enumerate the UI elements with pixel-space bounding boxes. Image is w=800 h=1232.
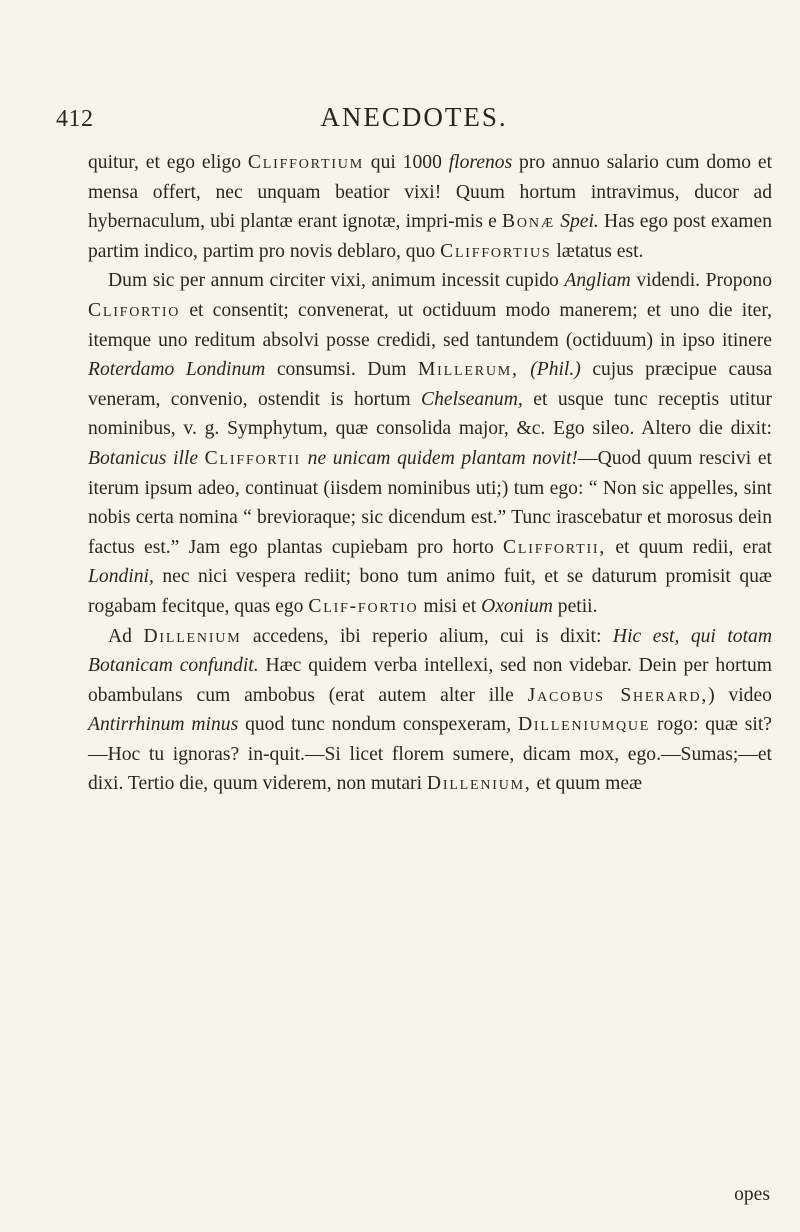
text-run: accedens, ibi reperio alium, cui is dixit: xyxy=(241,625,613,647)
text-run: Has ego post examen partim indico, partim pro novis deblaro, quo xyxy=(88,211,772,262)
italic-text: Roterdamo Londinum xyxy=(88,359,266,381)
text-run: rogo: quæ sit?—Hoc tu ignoras? in-quit.—Si licet florem sumere, dicam mox, ego.—Sumas;—et dixi. Tertio die, quum viderem, non mutari xyxy=(88,714,772,795)
text-run: cujus præcipue causa veneram, convenio, ostendit is hortum xyxy=(88,359,773,410)
text-run: et usque tunc receptis utitur nominibus, v. g. Symphytum, quæ consolida major, &c. Ego sileo. Altero die dixit: xyxy=(88,388,772,440)
small-caps-name: Clifortio xyxy=(88,299,181,321)
text-run: qui 1000 xyxy=(363,152,449,173)
text-run: et quum redii, erat xyxy=(606,536,772,558)
italic-text: Angliam xyxy=(564,270,631,292)
italic-text: Londini, xyxy=(88,566,154,588)
text-run xyxy=(301,448,308,469)
italic-text: Botanicus ille xyxy=(88,447,199,469)
small-caps-name: Jacobus Sherard, xyxy=(527,684,709,706)
paragraph xyxy=(88,266,772,621)
italic-text: (Phil.) xyxy=(530,359,581,381)
running-head: ANECDOTES. xyxy=(320,102,508,132)
page-header xyxy=(56,102,772,138)
text-run: ) video xyxy=(708,684,772,706)
text-run: quitur, et ego eligo xyxy=(88,152,248,173)
paragraph xyxy=(88,622,772,800)
text-run: petii. xyxy=(552,595,598,617)
text-run: et quum meæ xyxy=(531,773,643,795)
text-run: —Quod quum rescivi et iterum ipsum adeo, continuat (iisdem nominibus uti;) tum ego: “ Non sic appelles, sint nobis certa nomina “ brevioraque; sic dicendum est.” Tunc irascebatur et morosus dein factus est.” Jam ego plantas cupiebam pro horto xyxy=(88,447,772,558)
text-run xyxy=(519,359,531,380)
text-run: misi et xyxy=(418,595,482,617)
small-caps-name: Cliffortii xyxy=(204,447,302,469)
small-caps-name: Cliffortii, xyxy=(503,536,607,558)
page-number: 412 xyxy=(56,106,94,132)
small-caps-name: Millerum, xyxy=(417,359,519,381)
text-run: pro annuo salario cum domo et mensa offert, nec unquam beatior vixi! Quum hortum intravimus, ducor ad hybernaculum, ubi plantæ erant ignotæ, impri-mis e xyxy=(88,152,773,233)
text-run: et consentit; convenerat, ut octiduum modo manerem; et uno die iter, itemque uno reditum absolvi posse credidi, sed tantundem (octiduum) in ipso itinere xyxy=(88,299,772,351)
italic-text: Spei. xyxy=(560,211,599,233)
text-run: Dum sic per annum circiter vixi, animum incessit cupido xyxy=(108,270,565,292)
italic-text: Antirrhinum minus xyxy=(88,714,239,736)
body-text xyxy=(88,148,772,799)
text-run xyxy=(198,448,205,469)
small-caps-name: Clif-fortio xyxy=(308,595,419,617)
text-run: consumsi. Dum xyxy=(265,359,418,381)
text-run: Hæc quidem verba intellexi, sed non videbar. Dein per hortum obambulans cum ambobus (erat autem alter ille xyxy=(88,655,773,706)
italic-text: Hic est, qui totam Botanicam confundit. xyxy=(88,625,772,677)
small-caps-name: Dillenium xyxy=(143,625,242,647)
catchword: opes xyxy=(734,1184,770,1205)
text-run: lætatus est. xyxy=(551,240,644,262)
small-caps-name: Cliffortius xyxy=(440,240,552,262)
text-run: Ad xyxy=(108,625,144,647)
small-caps-name: Dilleniumque xyxy=(517,714,651,736)
text-run: videndi. Propono xyxy=(630,270,772,292)
italic-text: Chelseanum, xyxy=(421,388,523,410)
italic-text: ne unicam quidem plantam novit! xyxy=(307,447,578,469)
paragraph xyxy=(88,148,772,266)
italic-text: Oxonium xyxy=(481,595,553,617)
small-caps-name: Bonæ xyxy=(502,211,555,233)
italic-text: florenos xyxy=(448,152,513,173)
text-run: nec nici vespera rediit; bono tum animo fuit, et se daturum promisit quæ rogabam fecitque, quas ego xyxy=(88,566,772,617)
small-caps-name: Cliffortium xyxy=(247,152,364,173)
text-run: quod tunc nondum conspexeram, xyxy=(238,714,518,736)
small-caps-name: Dillenium, xyxy=(426,773,532,795)
